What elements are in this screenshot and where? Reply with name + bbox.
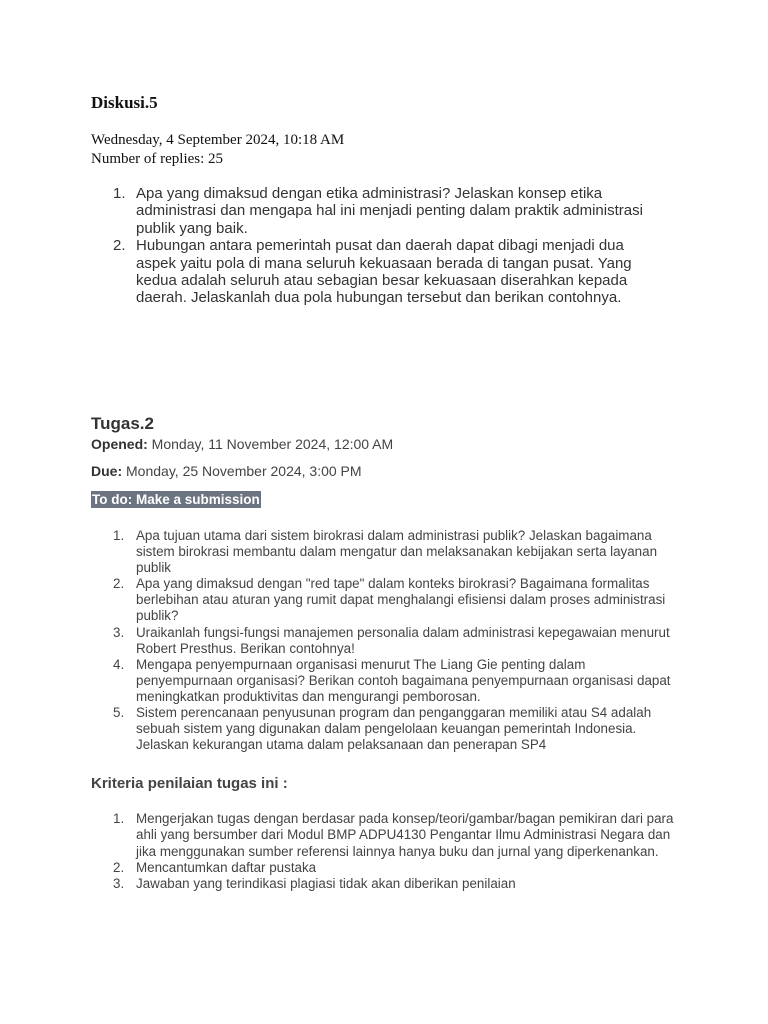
assignment-due [91,463,362,480]
list-item [91,860,681,876]
list-number: 1. [113,811,125,826]
criteria-list [91,811,681,892]
list-number: 4. [113,656,125,672]
assignment-question-list [91,528,681,753]
discussion-title: Diskusi.5 [91,93,158,112]
assignment-opened [91,436,393,453]
list-item [91,705,681,753]
list-number: 2. [113,859,125,875]
discussion-replies: Number of replies: 25 [91,151,224,167]
list-item [91,657,681,705]
list-item [91,576,681,624]
list-text: Mengerjakan tugas dengan berdasar pada konsep/teori/gambar/bagan pemikiran dari para ahli yang bersumber dari Modul BMP ADPU4130 Pengantar Ilmu Administrasi Negara dan jika menggunakan sumber referensi lainnya hanya buku dan jurnal yang diperkenankan. [136,811,674,859]
list-number: 3. [113,624,125,640]
opened-label: Opened: [91,436,148,452]
due-value: Monday, 25 November 2024, 3:00 PM [126,463,362,479]
list-text: Mengapa penyempurnaan organisasi menurut The Liang Gie penting dalam penyempurnaan organisasi? Berikan contoh bagaimana penyempurnaan organisasi dapat meningkatkan produktivitas dan mengurangi pemborosan. [136,656,671,704]
criteria-title: Kriteria penilaian tugas ini : [91,775,288,792]
discussion-question-list [91,185,661,307]
list-text: Apa yang dimaksud dengan "red tape" dalam konteks birokrasi? Bagaimana formalitas berlebihan atau aturan yang rumit dapat menghalangi efisiensi dalam proses administrasi publik? [136,576,666,624]
list-text: Apa yang dimaksud dengan etika administrasi? Jelaskan konsep etika administrasi dan mengapa hal ini menjadi penting dalam praktik administrasi publik yang baik. [136,185,643,237]
list-text: Jawaban yang terindikasi plagiasi tidak akan diberikan penilaian [136,876,516,892]
list-item [91,528,681,576]
assignment-title: Tugas.2 [91,414,154,433]
list-number: 3. [113,876,125,892]
list-item [91,185,661,237]
opened-value: Monday, 11 November 2024, 12:00 AM [151,436,394,452]
list-number: 2. [113,576,125,592]
list-text: Sistem perencanaan penyusunan program dan penganggaran memiliki atau S4 adalah sebuah sistem yang digunakan dalam pengelolaan keuangan pemerintah Indonesia. Jelaskan kekurangan utama dalam pelaksanaan dan penerapan SP4 [136,705,652,753]
due-label: Due: [91,463,123,479]
list-number: 1. [113,528,125,543]
list-number: 5. [113,705,125,721]
list-text: Mencantumkan daftar pustaka [136,859,317,875]
todo-badge: To do: Make a submission [92,492,260,507]
list-text: Apa tujuan utama dari sistem birokrasi dalam administrasi publik? Jelaskan bagaimana sistem birokrasi membantu dalam mengatur dan melaksanakan kebijakan serta layanan publik [136,528,658,576]
list-text: Hubungan antara pemerintah pusat dan daerah dapat dibagi menjadi dua aspek yaitu pola di mana seluruh kekuasaan berada di tangan pusat. Yang kedua adalah seluruh atau sebagian besar kekuasaan diserahkan kepada daerah. Jelaskanlah dua pola hubungan tersebut dan berikan contohnya. [136,237,632,307]
discussion-date: Wednesday, 4 September 2024, 10:18 AM [91,132,345,148]
list-text: Uraikanlah fungsi-fungsi manajemen personalia dalam administrasi kepegawaian menurut Robert Presthus. Berikan contohnya! [136,624,670,656]
list-number: 2. [113,237,126,255]
list-item [91,625,681,657]
list-item [91,237,661,307]
list-item [91,811,681,860]
list-item [91,876,681,892]
list-number: 1. [113,185,126,202]
discussion-meta [91,131,344,169]
